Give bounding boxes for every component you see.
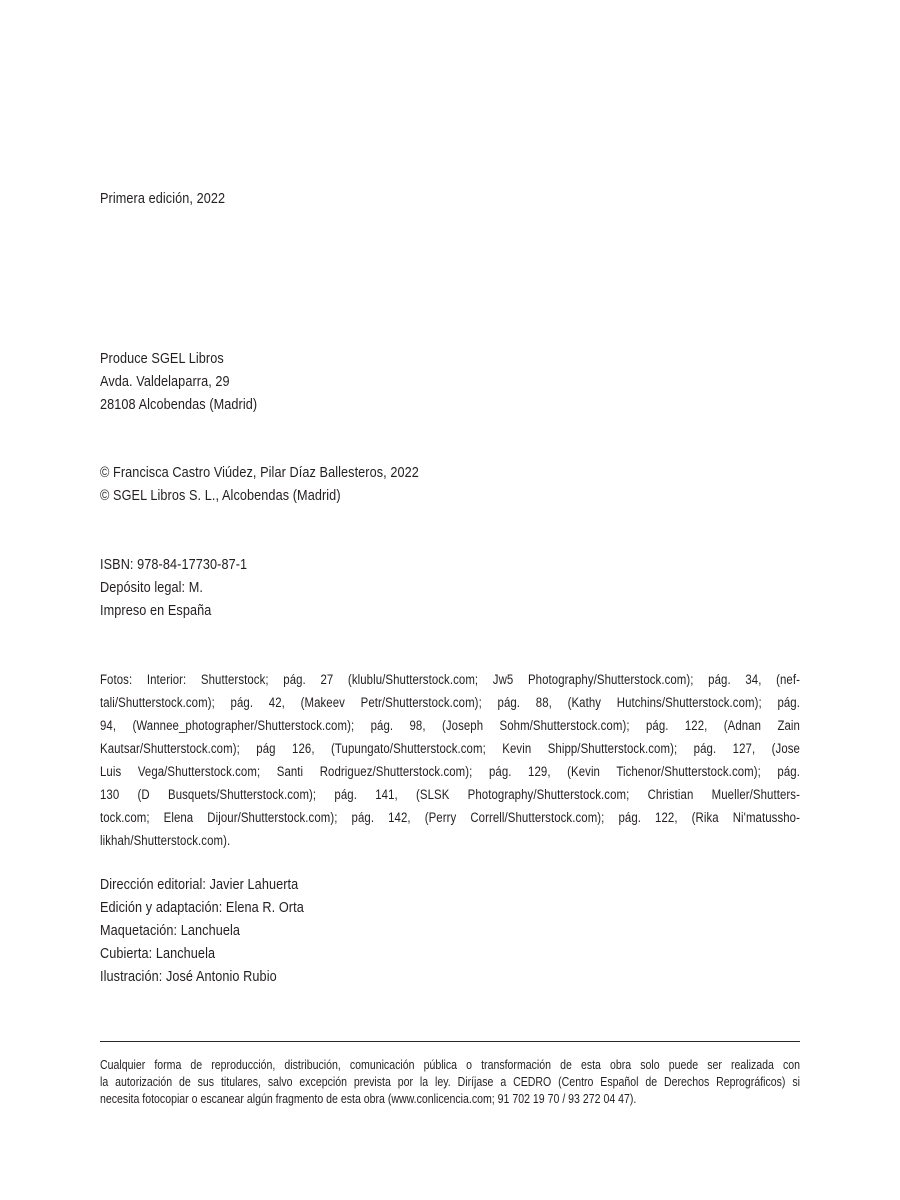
- legal-notice-paragraph: [100, 1057, 800, 1108]
- photo-credits-line: 130 (D Busquets/Shutterstock.com); pág. 141, (SLSK Photography/Shutterstock.com; Christian Mueller/Shutters-: [100, 787, 800, 802]
- photo-credits-line: tali/Shutterstock.com); pág. 42, (Makeev Petr/Shutterstock.com); pág. 88, (Kathy Hutchins/Shutterstock.com); pág.: [100, 695, 800, 710]
- publisher-city: 28108 Alcobendas (Madrid): [100, 396, 258, 413]
- isbn-line: ISBN: 978-84-17730-87-1: [100, 556, 248, 573]
- legal-deposit-line: Depósito legal: M.: [100, 579, 204, 596]
- publisher-address-block: [100, 347, 800, 416]
- staff-credits-block: [100, 873, 800, 988]
- photo-credits-paragraph: [100, 668, 800, 852]
- legal-notice-line: la autorización de sus titulares, salvo excepción prevista por la ley. Diríjase a CEDRO (Centro Español de Derechos Reprográficos) si: [100, 1075, 800, 1089]
- copyright-authors: © Francisca Castro Viúdez, Pilar Díaz Ballesteros, 2022: [100, 464, 419, 481]
- printed-in-line: Impreso en España: [100, 602, 212, 619]
- cover-line: Cubierta: Lanchuela: [100, 945, 216, 962]
- photo-credits-line: Kautsar/Shutterstock.com); pág 126, (Tupungato/Shutterstock.com; Kevin Shipp/Shutterstock.com); pág. 127, (Jose: [100, 741, 800, 756]
- publisher-name: Produce SGEL Libros: [100, 350, 224, 367]
- photo-credits-line: tock.com; Elena Dijour/Shutterstock.com); pág. 142, (Perry Correll/Shutterstock.com); pág. 122, (Rika Ni'matussho-: [100, 810, 800, 825]
- illustration-line: Ilustración: José Antonio Rubio: [100, 968, 277, 985]
- copyright-block: [100, 461, 800, 507]
- photo-credits-line: Luis Vega/Shutterstock.com; Santi Rodriguez/Shutterstock.com); pág. 129, (Kevin Tichenor/Shutterstock.com); pág.: [100, 764, 800, 779]
- photo-credits-line: likhah/Shutterstock.com).: [100, 833, 231, 848]
- publisher-street: Avda. Valdelaparra, 29: [100, 373, 230, 390]
- imprint-content-column: [100, 0, 800, 1200]
- printing-info-block: [100, 553, 800, 622]
- copyright-publisher: © SGEL Libros S. L., Alcobendas (Madrid): [100, 487, 341, 504]
- horizontal-rule: [100, 1041, 800, 1042]
- legal-notice-line: Cualquier forma de reproducción, distribución, comunicación pública o transformación de esta obra solo puede ser realizada con: [100, 1058, 800, 1072]
- edition-line: Primera edición, 2022: [100, 190, 226, 207]
- edition-adaptation-line: Edición y adaptación: Elena R. Orta: [100, 899, 304, 916]
- legal-notice-line: necesita fotocopiar o escanear algún fragmento de esta obra (www.conlicencia.com; 91 702 19 70 / 93 272 04 47).: [100, 1092, 637, 1106]
- editorial-direction-line: Dirección editorial: Javier Lahuerta: [100, 876, 299, 893]
- layout-line: Maquetación: Lanchuela: [100, 922, 241, 939]
- photo-credits-line: 94, (Wannee_photographer/Shutterstock.com); pág. 98, (Joseph Sohm/Shutterstock.com); pág. 122, (Adnan Zain: [100, 718, 800, 733]
- photo-credits-line: Fotos: Interior: Shutterstock; pág. 27 (klublu/Shutterstock.com; Jw5 Photography/Shutterstock.com); pág. 34, (nef-: [100, 672, 800, 687]
